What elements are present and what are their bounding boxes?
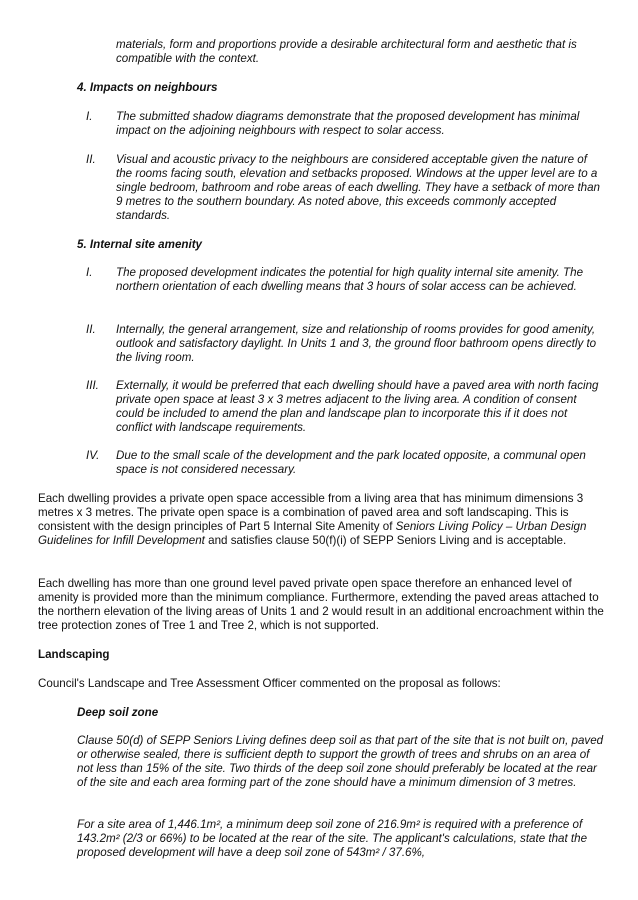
list-item-text: Internally, the general arrangement, size and relationship of rooms provides for good amenity, outlook and satisfactory daylight. In Units 1 and 3, the ground floor bathroom opens directly to the living room. xyxy=(116,323,597,364)
list-number: I. xyxy=(86,266,93,279)
landscaping-intro: Council's Landscape and Tree Assessment Officer commented on the proposal as follows: xyxy=(38,677,501,690)
text-run: Each dwelling provides a private open space accessible from a living area that has minimum dimensions 3 metres x 3 metres. The private open space is a combination of paved area and soft landscaping. This is consistent with the design principles of Part 5 Internal Site Amenity of xyxy=(38,492,584,533)
list-item-text: The proposed development indicates the potential for high quality internal site amenity. The northern orientation of each dwelling means that 3 hours of solar access can be achieved. xyxy=(116,266,584,293)
list-number: IV. xyxy=(86,449,100,462)
deep-soil-heading: Deep soil zone xyxy=(77,706,159,719)
body-paragraph-enhanced-amenity: Each dwelling has more than one ground level paved private open space therefore an enhanced level of amenity is provided more than the minimum compliance. Furthermore, extending the paved areas attached to the northern elevation of the living areas of Units 1 and 2 would result in an additional encroachment within the tree protection zones of Tree 1 and Tree 2, which is not supported. xyxy=(38,577,604,632)
section-heading-internal-site-amenity: 5. Internal site amenity xyxy=(77,238,203,251)
text-run: and satisfies clause 50(f)(i) of SEPP Seniors Living and is acceptable. xyxy=(204,534,567,547)
deep-soil-quote-paragraph: Clause 50(d) of SEPP Seniors Living defines deep soil as that part of the site that is not built on, paved or otherwise sealed, there is sufficient depth to support the growth of trees and shrubs on an area of not less than 15% of the site. Two thirds of the deep soil zone should preferably be located at the rear of the site and each area forming part of the zone should have a minimum dimension of 3 metres. xyxy=(77,734,604,789)
section-heading-impacts-on-neighbours: 4. Impacts on neighbours xyxy=(77,81,218,94)
list-item-text: Visual and acoustic privacy to the neighbours are considered acceptable given the nature of the rooms facing south, elevation and setbacks proposed. Windows at the upper level are to a single bedroom, bathroom and robe areas of each dwelling. They have a setback of more than 9 metres to the southern boundary. As noted above, this exceeds commonly accepted standards. xyxy=(116,153,601,222)
list-number: III. xyxy=(86,379,99,392)
body-paragraph-private-open-space xyxy=(38,492,608,548)
list-number: II. xyxy=(86,323,96,336)
site-area-quote-paragraph: For a site area of 1,446.1m², a minimum deep soil zone of 216.9m² is required with a preference of 143.2m² (2/3 or 66%) to be located at the rear of the site. The applicant's calculations, state that the proposed development will have a deep soil zone of 543m² / 37.6%, xyxy=(77,818,588,859)
list-item-text: The submitted shadow diagrams demonstrate that the proposed development has minimal impact on the adjoining neighbours with respect to solar access. xyxy=(116,110,580,137)
section-heading-landscaping: Landscaping xyxy=(38,648,110,661)
list-number: II. xyxy=(86,153,96,166)
policy-title: Seniors Living Policy – Urban Design Guidelines for Infill Development xyxy=(38,520,587,547)
list-item-text: Externally, it would be preferred that each dwelling should have a paved area with north facing private open space at least 3 x 3 metres adjacent to the living area. A condition of consent could be included to amend the plan and landscape plan to incorporate this if it does not conflict with landscape requirements. xyxy=(116,379,599,434)
list-item-text: Due to the small scale of the development and the park located opposite, a communal open space is not considered necessary. xyxy=(116,449,586,476)
continuation-paragraph: materials, form and proportions provide a desirable architectural form and aesthetic that is compatible with the context. xyxy=(116,38,577,65)
list-number: I. xyxy=(86,110,93,123)
